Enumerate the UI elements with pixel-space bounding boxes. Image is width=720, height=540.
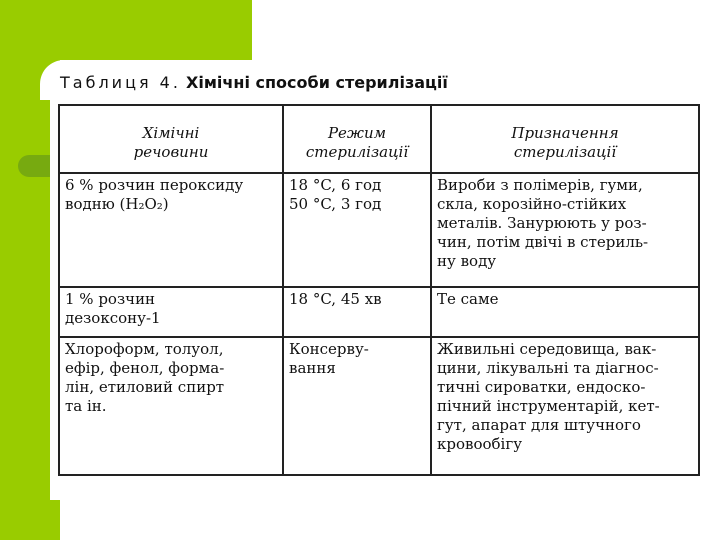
cell-substance bbox=[59, 337, 283, 475]
header-line: стерилізації bbox=[513, 143, 617, 161]
header-purpose bbox=[431, 105, 699, 173]
table-header-row bbox=[59, 105, 699, 173]
table-row bbox=[59, 173, 699, 287]
cell-line: кровообігу bbox=[437, 435, 523, 453]
header-line: Призначення bbox=[511, 124, 619, 142]
cell-line: тичні сироватки, ендоско- bbox=[437, 378, 646, 396]
cell-purpose bbox=[431, 173, 699, 287]
header-substances bbox=[59, 105, 283, 173]
cell-line: ну воду bbox=[437, 252, 497, 270]
cell-line: Консерву- bbox=[289, 340, 369, 358]
cell-line: водню (H₂O₂) bbox=[65, 195, 169, 213]
cell-line: ефір, фенол, форма- bbox=[65, 359, 225, 377]
cell-line: Живильні середовища, вак- bbox=[437, 340, 657, 358]
cell-line: 1 % розчин bbox=[65, 290, 156, 308]
slide-accent-bar-top bbox=[60, 0, 252, 60]
table-caption bbox=[60, 73, 448, 92]
header-line: Режим bbox=[327, 124, 387, 142]
header-line: речовини bbox=[133, 143, 209, 161]
cell-purpose bbox=[431, 287, 699, 337]
cell-line: чин, потім двічі в стериль- bbox=[437, 233, 649, 251]
cell-mode bbox=[283, 337, 431, 475]
cell-line: 18 °C, 45 хв bbox=[289, 290, 382, 308]
cell-line: 50 °C, 3 год bbox=[289, 195, 382, 213]
cell-line: пічний інструментарій, кет- bbox=[437, 397, 660, 415]
sterilization-table bbox=[58, 104, 700, 476]
cell-line: дезоксону-1 bbox=[65, 309, 161, 327]
caption-label: Таблиця 4. bbox=[60, 73, 181, 92]
cell-line: та ін. bbox=[65, 397, 107, 415]
cell-line: металів. Занурюють у роз- bbox=[437, 214, 647, 232]
cell-mode bbox=[283, 173, 431, 287]
cell-substance bbox=[59, 287, 283, 337]
cell-mode bbox=[283, 287, 431, 337]
cell-line: 18 °C, 6 год bbox=[289, 176, 382, 194]
cell-line: гут, апарат для штучного bbox=[437, 416, 641, 434]
cell-line: цини, лікувальні та діагнос- bbox=[437, 359, 659, 377]
cell-line: Хлороформ, толуол, bbox=[65, 340, 224, 358]
table-row bbox=[59, 287, 699, 337]
cell-line: вання bbox=[289, 359, 336, 377]
cell-purpose bbox=[431, 337, 699, 475]
cell-line: Вироби з полімерів, гуми, bbox=[437, 176, 643, 194]
caption-title: Хімічні способи стерилізації bbox=[186, 73, 448, 92]
cell-line: лін, етиловий спирт bbox=[65, 378, 225, 396]
header-line: стерилізації bbox=[305, 143, 409, 161]
table-row bbox=[59, 337, 699, 475]
header-mode bbox=[283, 105, 431, 173]
cell-line: скла, корозійно-стійких bbox=[437, 195, 627, 213]
cell-line: 6 % розчин пероксиду bbox=[65, 176, 244, 194]
cell-substance bbox=[59, 173, 283, 287]
cell-line: Те саме bbox=[437, 290, 499, 308]
header-line: Хімічні bbox=[142, 124, 200, 142]
